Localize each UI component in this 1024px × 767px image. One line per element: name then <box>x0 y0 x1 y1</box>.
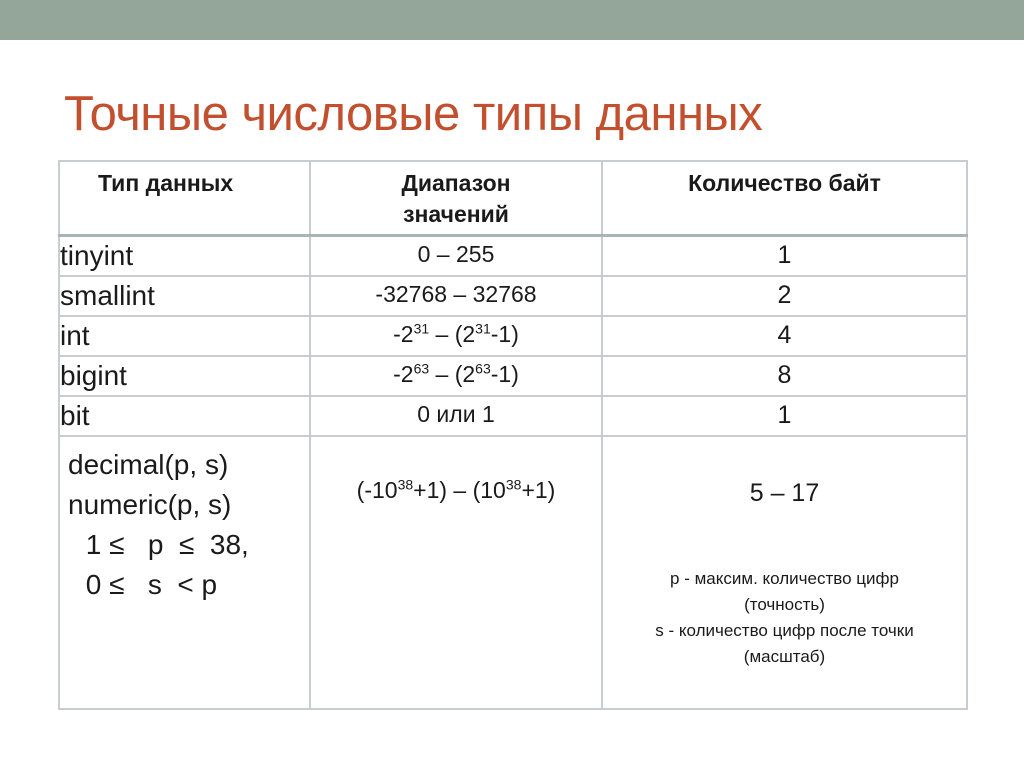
value-range: 0 или 1 <box>310 396 602 436</box>
header-range: Диапазон значений <box>310 161 602 236</box>
note-scale-term: (масштаб) <box>743 647 826 666</box>
type-name: bit <box>59 396 310 436</box>
precision-constraint: 1 ≤ p ≤ 38, <box>78 529 249 560</box>
type-name: tinyint <box>59 236 310 277</box>
table-row <box>59 356 967 396</box>
slide-title: Точные числовые типы данных <box>64 87 763 141</box>
byte-count: 8 <box>602 356 967 396</box>
decimal-type-line: decimal(p, s) <box>68 449 229 480</box>
byte-count: 4 <box>602 316 967 356</box>
table-row <box>59 316 967 356</box>
numeric-type-line: numeric(p, s) <box>68 489 232 520</box>
byte-count: 5 – 17 <box>749 479 820 507</box>
scale-constraint: 0 ≤ s < p <box>78 569 218 600</box>
type-name: bigint <box>59 356 310 396</box>
byte-count: 1 <box>602 236 967 277</box>
table-row <box>59 276 967 316</box>
decimal-bytes-cell <box>602 436 967 709</box>
table-row-decimal <box>59 436 967 709</box>
header-row <box>59 161 967 236</box>
note-precision: p - максим. количество цифр <box>670 569 899 588</box>
byte-count: 1 <box>602 396 967 436</box>
value-range: 0 – 255 <box>310 236 602 277</box>
decimal-type-cell <box>59 436 310 709</box>
note-precision-term: (точность) <box>744 595 825 614</box>
note-scale: s - количество цифр после точки <box>655 621 914 640</box>
value-range: -32768 – 32768 <box>310 276 602 316</box>
table-row <box>59 236 967 277</box>
table-row <box>59 396 967 436</box>
type-name: smallint <box>59 276 310 316</box>
header-type: Тип данных <box>59 161 310 236</box>
decimal-range-cell <box>310 436 602 709</box>
value-range: $(-10^{38}+1) - (10^{38}+1)$ <box>356 476 556 503</box>
decimal-notes <box>603 566 966 670</box>
header-bytes: Количество байт <box>602 161 967 236</box>
byte-count: 2 <box>602 276 967 316</box>
value-range: $-2^{31} - (2^{31}-1)$ <box>310 316 602 356</box>
top-band <box>0 0 1024 40</box>
type-name: int <box>59 316 310 356</box>
data-types-table <box>58 160 968 710</box>
value-range: $-2^{63} - (2^{63}-1)$ <box>310 356 602 396</box>
